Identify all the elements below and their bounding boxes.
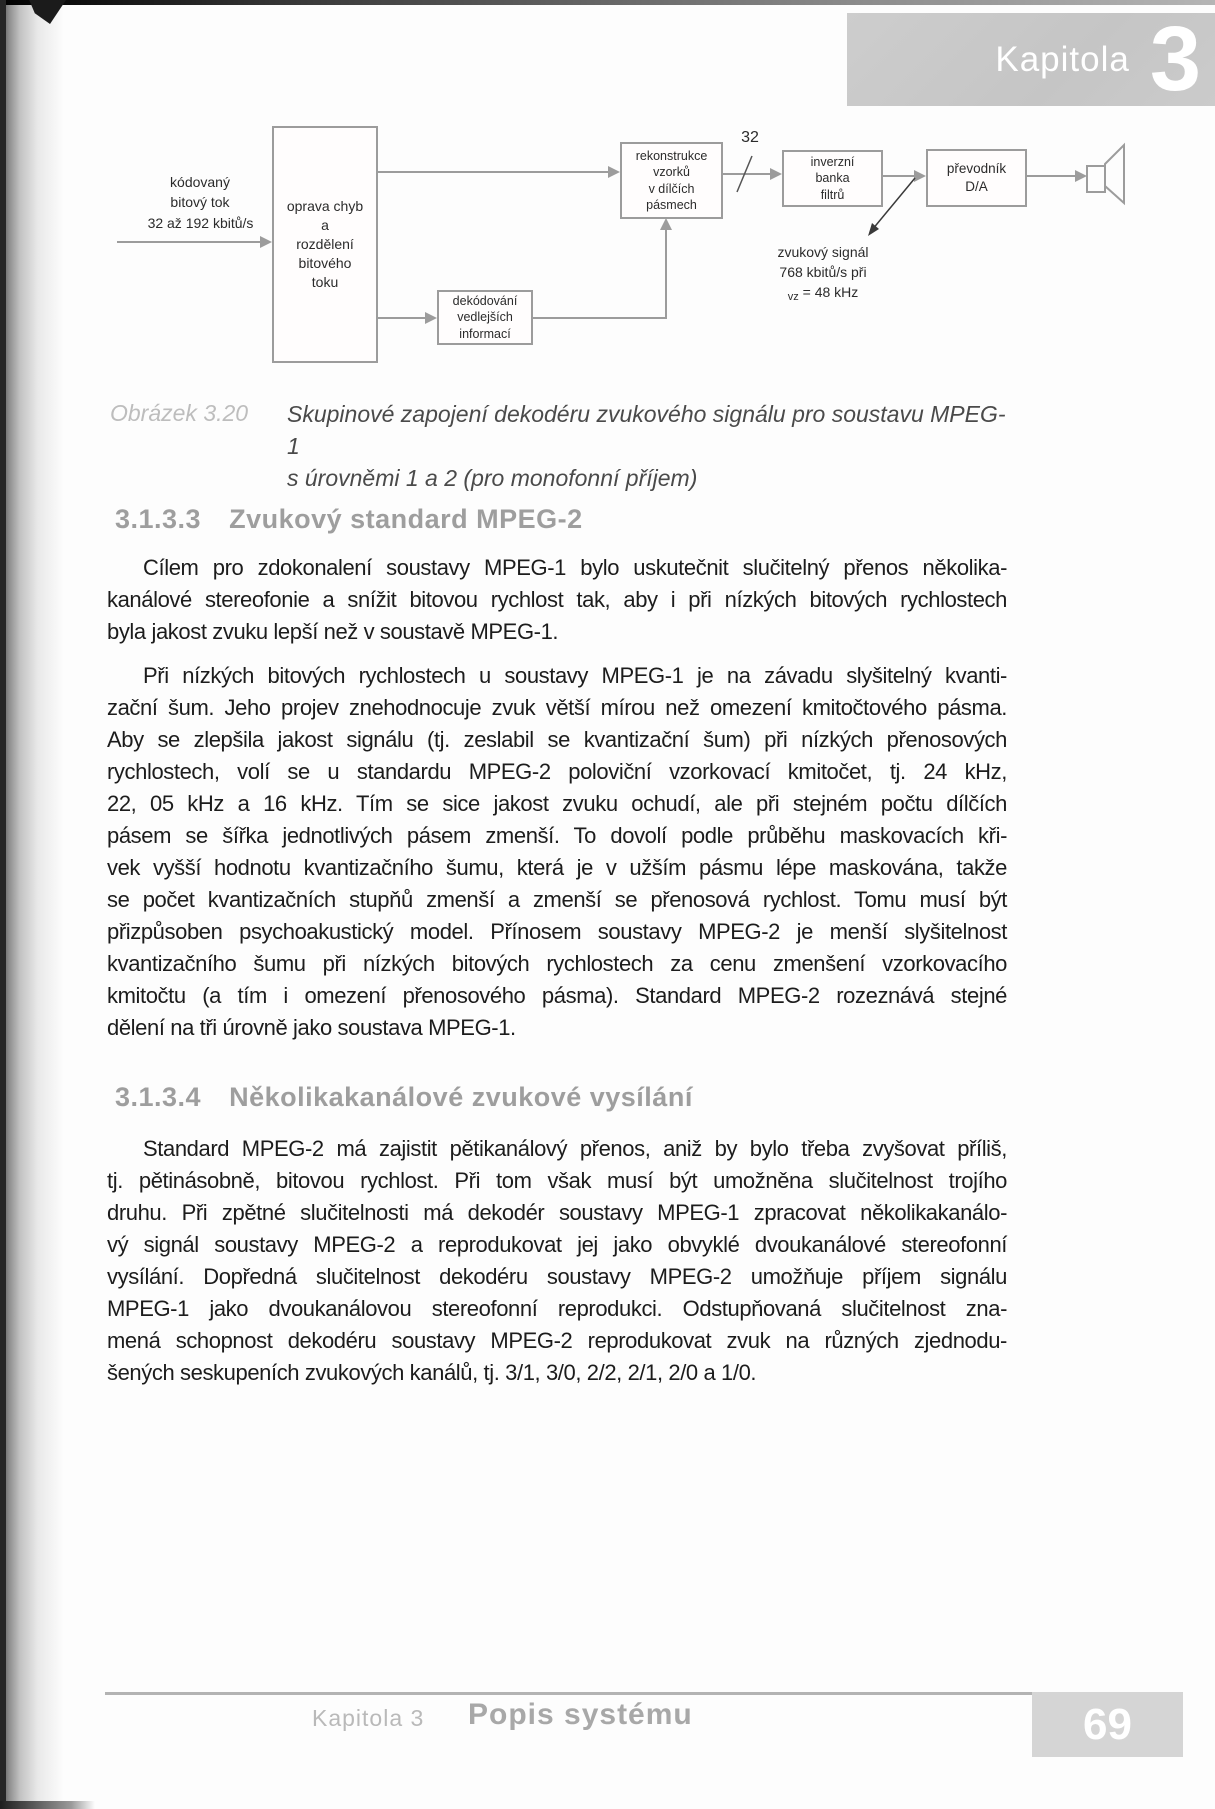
text-line: rychlostech, volí se u standardu MPEG-2 poloviční vzorkovací kmitočet, tj. 24 kHz, [107, 759, 1007, 784]
text-line: a [321, 217, 329, 233]
text-line: rekonstrukce [635, 148, 708, 163]
text-line: vysílání. Dopředná slučitelnost dekodéru soustavy MPEG-2 umožňuje příjem signálu [107, 1264, 1007, 1289]
chapter-banner-label: Kapitola [995, 39, 1130, 79]
text-line: D/A [965, 179, 988, 194]
figure-caption-text [287, 398, 1007, 494]
paragraph [107, 552, 1007, 648]
bus-width-label: 32 [741, 129, 759, 146]
section-title: Několikakanálové zvukové vysílání [229, 1082, 693, 1112]
text-line: rozdělení [296, 236, 354, 252]
text-line: vý signál soustavy MPEG-2 a reprodukovat jej jako obvyklé dvoukanálové stereofonní [107, 1232, 1007, 1257]
input-bitrate-label: 32 až 192 kbitů/s [147, 215, 254, 231]
input-signal-label [140, 172, 260, 212]
sampling-rate-line [753, 282, 893, 304]
text-line: kódovaný [170, 174, 230, 190]
text-line: dělení na tři úrovně jako soustava MPEG-1. [107, 1015, 516, 1040]
speaker-icon [1087, 145, 1124, 203]
text-line: přizpůsoben psychoakustický model. Přínosem soustavy MPEG-2 je menší slyšitelnost [107, 919, 1007, 944]
paragraph [107, 660, 1007, 1044]
text-line: toku [311, 274, 339, 290]
text-line: Cílem pro zdokonalení soustavy MPEG-1 bylo uskutečnit slučitelný přenos několika- [143, 555, 1007, 580]
text-line: byla jakost zvuku lepší než v soustavě MPEG-1. [107, 619, 559, 644]
scan-left-edge-dark [0, 0, 6, 1809]
text-line: tj. pětinásobně, bitovou rychlost. Při tom však musí být umožněna slučitelnost trojího [107, 1168, 1007, 1193]
box-sample-reconstruction [620, 142, 723, 219]
text-line: převodník [946, 161, 1007, 176]
text-line: informací [459, 326, 511, 341]
text-line: oprava chyb [286, 198, 364, 214]
text-line: bitového [298, 255, 352, 271]
text-line: dekódování [452, 293, 518, 308]
footer-rule [105, 1692, 1032, 1695]
text-line: Při nízkých bitových rychlostech u soustavy MPEG-1 je na závadu slyšitelný kvanti- [143, 663, 1007, 688]
footer-chapter: Kapitola 3 [312, 1705, 425, 1731]
text-line: s úrovněmi 1 a 2 (pro monofonní příjem) [287, 465, 698, 491]
section-heading-multichannel [115, 1082, 693, 1113]
text-line: zvukový signál [777, 244, 869, 260]
section-number: 3.1.3.4 [115, 1082, 202, 1112]
sampling-rate-subscript: vz [787, 291, 799, 303]
text-line: MPEG-1 jako dvoukanálovou stereofonní reprodukci. Odstupňovaná slučitelnost zna- [107, 1296, 1007, 1321]
text-line: 768 kbitů/s při [779, 264, 867, 280]
text-line: vedlejších [457, 310, 513, 325]
text-line: vek vyšší hodnotu kvantizačního šumu, která je v užším pásmu lépe maskována, takže [107, 855, 1007, 880]
text-line: se počet kvantizačních stupňů zmenší a zmenší se přenosová rychlost. Tomu musí být [107, 887, 1007, 912]
text-line: druhu. Při zpětné slučitelnosti má dekodér soustavy MPEG-1 zpracovat několikakanálo- [107, 1200, 1007, 1225]
text-line: filtrů [820, 187, 845, 202]
sampling-rate-value: = 48 kHz [798, 284, 859, 300]
section-title: Zvukový standard MPEG-2 [229, 504, 583, 534]
box-error-correction [272, 126, 378, 363]
text-line: šených seskupeních zvukových kanálů, tj. 3/1, 3/0, 2/2, 2/1, 2/0 a 1/0. [107, 1360, 757, 1385]
text-line: 22, 05 kHz a 16 kHz. Tím se sice jakost zvuku ochudí, ale při stejném počtu dílčích [107, 791, 1007, 816]
paragraph [107, 1133, 1007, 1389]
scan-bottom-edge [0, 1801, 95, 1809]
section-number: 3.1.3.3 [115, 504, 202, 534]
scan-top-edge [0, 0, 1215, 5]
text-line: bitový tok [170, 194, 230, 210]
box-da-converter [926, 149, 1027, 207]
text-line: kanálové stereofonie a snížit bitovou rychlost tak, aby i při nízkých bitových rychlostech [107, 587, 1007, 612]
text-line: banka [815, 171, 850, 186]
text-line: Aby se zlepšila jakost signálu (tj. zeslabil se kvantizační šum) při nízkých přenosových [107, 727, 1007, 752]
box-side-info-decoding [437, 290, 533, 345]
text-line: Skupinové zapojení dekodéru zvukového signálu pro soustavu MPEG-1 [287, 401, 1006, 459]
output-signal-lines [753, 242, 893, 282]
page-number-badge [1032, 1692, 1183, 1757]
output-signal-label [753, 242, 893, 304]
decoder-block-diagram [0, 0, 1215, 380]
text-line: Standard MPEG-2 má zajistit pětikanálový přenos, aniž by bylo třeba zvyšovat příliš, [143, 1136, 1007, 1161]
figure-caption-label: Obrázek 3.20 [110, 400, 249, 426]
text-line: pásem se šířka jednotlivých pásem zmenší. To dovolí podle průběhu maskovacích kři- [107, 823, 1007, 848]
section-heading-mpeg2 [115, 504, 583, 535]
page-number: 69 [1083, 1699, 1132, 1749]
box-inverse-filter-bank [782, 150, 883, 207]
footer-section-title: Popis systému [468, 1698, 693, 1731]
text-line: kvantizačního šumu při nízkých bitových rychlostech za cenu zmenšení vzorkovacího [107, 951, 1007, 976]
text-line: kmitočtu (a tím i omezení přenosového pásma). Standard MPEG-2 rozeznává stejné [107, 983, 1007, 1008]
text-line: inverzní [810, 154, 855, 169]
text-line: vzorků [653, 165, 690, 179]
chapter-banner-number: 3 [1149, 8, 1201, 110]
text-line: zační šum. Jeho projev znehodnocuje zvuk větší mírou než omezení kmitočtového pásma. [107, 695, 1007, 720]
text-line: pásmech [646, 198, 697, 212]
text-line: v dílčích [648, 181, 695, 196]
text-line: mená schopnost dekodéru soustavy MPEG-2 reprodukovat zvuk na různých zjednodu- [107, 1328, 1007, 1353]
